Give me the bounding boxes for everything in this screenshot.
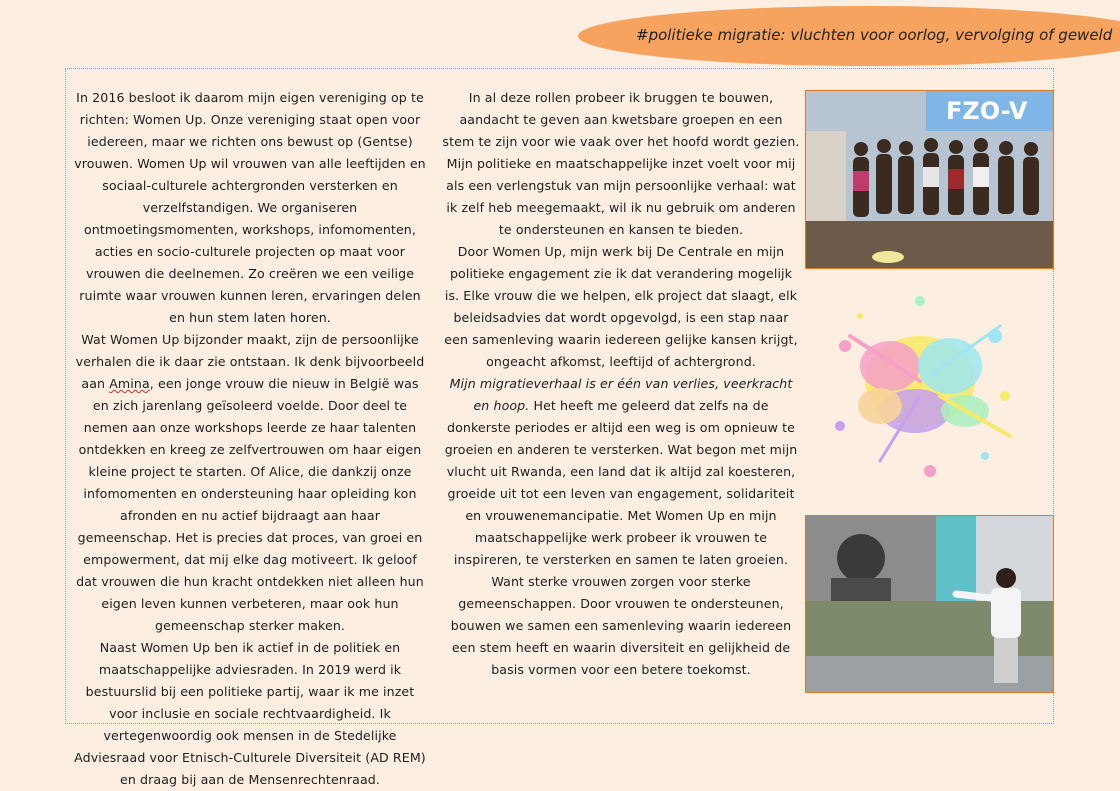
paragraph-migration-story: Mijn migratieverhaal is er één van verlies, veerkracht en hoop. Het heeft me geleerd dat zelfs na de donkerste periodes er altijd een weg is om opnieuw te groeien en anderen te versterken. Wat begon met mijn vlucht uit Rwanda, een land dat ik altijd zal koesteren, groeide uit tot een leven van engagement, solidariteit en vrouwenemancipatie. Met Women Up en mijn maatschappelijke werk probeer ik vrouwen te inspireren, te versterken en samen te laten groeien.: [444, 376, 798, 567]
paragraph-women-up-founding: In 2016 besloot ik daarom mijn eigen vereniging op te richten: Women Up. Onze vereniging staat open voor iedereen, maar we richten ons bewust op (Gentse) vrouwen. Women Up wil vrouwen van alle leeftijden en sociaal-culturele achtergronden versterken en verzelfstandigen. We organiseren ontmoetingsmomenten, workshops, infomomenten, acties en socio-culturele projecten op maat voor vrouwen die deelnemen. Zo creëren we een veilige ruimte waar vrouwen kunnen leren, ervaringen delen en hun stem laten horen.: [74, 90, 426, 325]
exhibition-photo: [805, 515, 1054, 693]
paint-splash-decoration: [820, 286, 1020, 486]
paragraph-personal-stories: Wat Women Up bijzonder maakt, zijn de persoonlijke verhalen die ik daar zie ontstaan. Ik denk bijvoorbeeld aan Amina, een jonge vrouw die nieuw in België was en zich jarenlang geïsoleerd voelde. Door deel te nemen aan onze workshops leerde ze haar talenten ontdekken en kreeg ze zelfvertrouwen om haar eigen kleine project te starten. Of Alice, die dankzij onze infomomenten en ondersteuning haar opleiding kon afronden en nu actief bijdraagt aan haar gemeenschap. Het is precies dat proces, van groei en empowerment, dat mij elke dag motiveert. Ik geloof dat vrouwen die hun kracht ontdekken niet alleen hun eigen leven kunnen verbeteren, maar ook hun gemeenschap sterker maken.: [75, 332, 425, 633]
italic-quote: Mijn migratieverhaal is er één van verlies, veerkracht en hoop.: [449, 376, 793, 413]
paragraph-politics: Naast Women Up ben ik actief in de politiek en maatschappelijke adviesraden. In 2019 werd ik bestuurslid bij een politieke partij, waar ik me inzet voor inclusie en sociale rechtvaardigheid. Ik vertegenwoordig ook mensen in de Stedelijke Adviesraad voor Etnisch-Culturele Diversiteit (AD REM) en draag bij aan de Mensenrechtenraad.: [74, 640, 426, 787]
paragraph-bridges: In al deze rollen probeer ik bruggen te bouwen, aandacht te geven aan kwetsbare groepen en een stem te zijn voor wie vaak over het hoofd wordt gezien. Mijn politieke en maatschappelijke inzet voelt voor mij als een verlengstuk van mijn persoonlijke verhaal: wat ik zelf heb meegemaakt, wil ik nu gebruik om anderen te ondersteunen en kansen te bieden.: [442, 90, 800, 237]
group-sign-text: FZO-V: [946, 97, 1028, 125]
paragraph-conclusion: Want sterke vrouwen zorgen voor sterke gemeenschappen. Door vrouwen te ondersteunen, bouwen we samen een samenleving waarin iedereen een stem heeft en waarin diversiteit en gelijkheid de basis vormen voor een betere toekomst.: [450, 574, 792, 677]
text-column-left: [72, 87, 428, 791]
banner-title: #politieke migratie: vluchten voor oorlog, vervolging of geweld: [636, 26, 1113, 44]
misspelled-name: Amina: [109, 376, 150, 391]
paragraph-change: Door Women Up, mijn werk bij De Centrale en mijn politieke engagement zie ik dat verandering mogelijk is. Elke vrouw die we helpen, elk project dat slaagt, elk beleidsadvies dat wordt opgevolgd, is een stap naar een samenleving waarin iedereen gelijke kansen krijgt, ongeacht afkomst, leeftijd of achtergrond.: [444, 244, 798, 369]
text-column-right: [442, 87, 800, 681]
group-photo: [805, 90, 1054, 269]
